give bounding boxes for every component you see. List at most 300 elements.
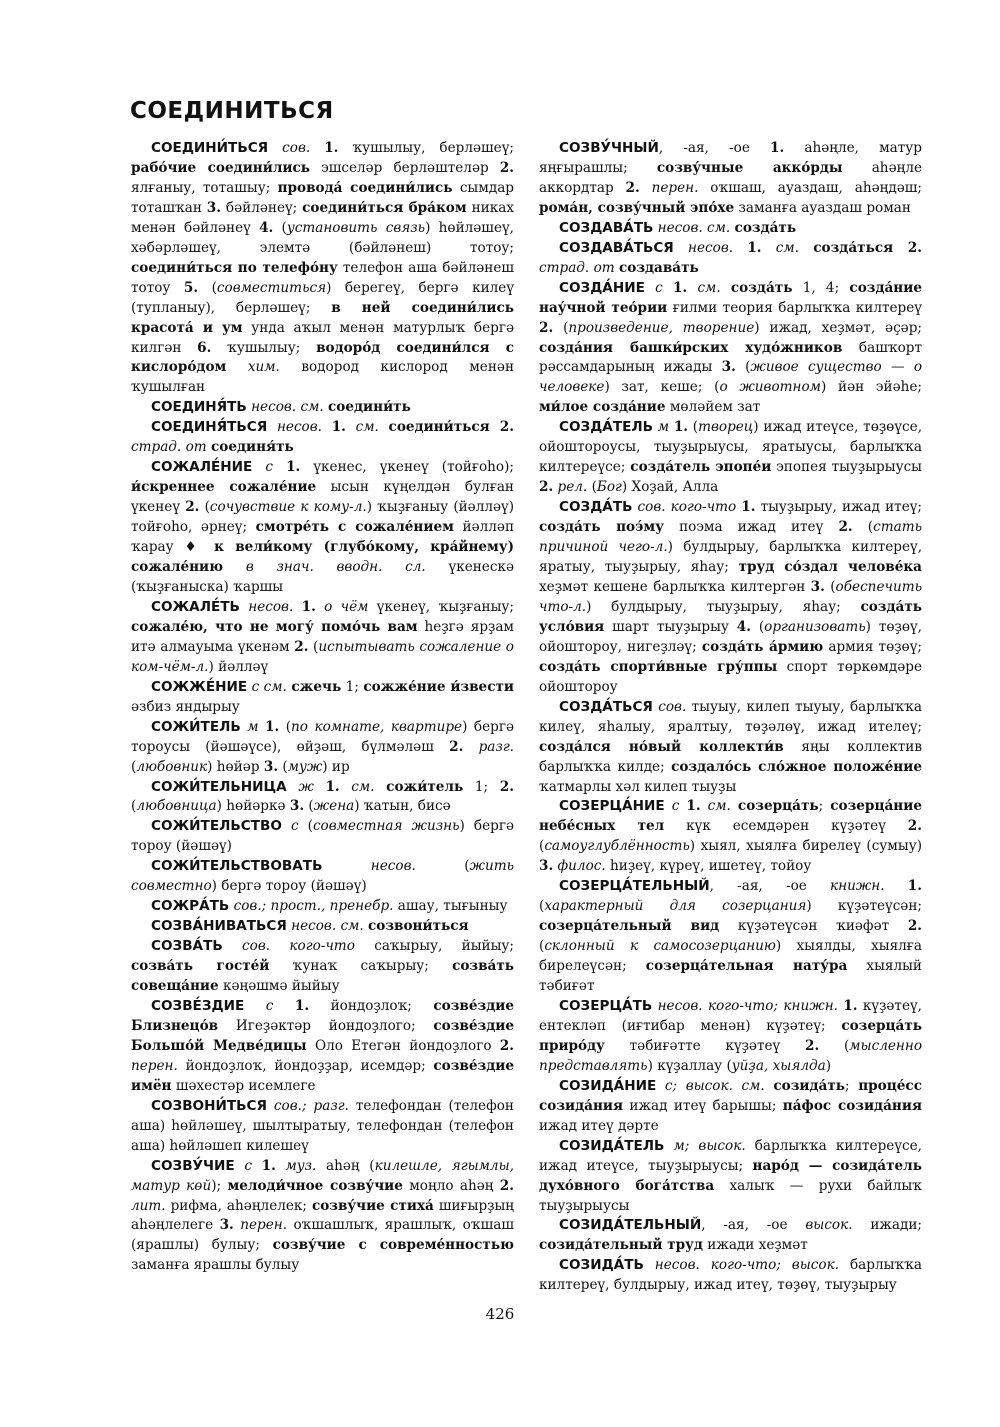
translation-text: ( [131,798,137,815]
translation-text: һиҙеү, күреү, ишетеү, тойоу [605,858,812,875]
translation-text: ( [553,319,569,336]
translation-text: ) [825,1057,832,1074]
headword: СОЗЕРЦА́ТЕЛЬНЫЙ [559,878,710,895]
grammar-label: несов. кого-что; книжн. [652,997,838,1014]
dictionary-entry [131,897,514,917]
translation-text: Игеҙәктәр йондоҙлого; [218,1017,434,1034]
translation-text: мөләйем зат [665,399,761,416]
translation-text: 1; [463,778,500,795]
bold-phrase: сожи́тель [386,778,464,795]
translation-text: рифма, аһәңлелек; [165,1197,312,1214]
grammar-label: совместиться [216,279,327,296]
bold-phrase: созда́ть спорти́вные гру́ппы [539,658,778,675]
grammar-label: сов. [268,140,325,156]
bold-phrase: соедини́ться по телефо́ну [131,259,338,276]
translation-text: армия төҙөү; [823,638,922,655]
dictionary-entry [539,797,922,877]
grammar-label: м; высок. [664,1137,746,1154]
grammar-label: несов. см. [286,918,368,935]
bold-phrase: созерца́ть [737,798,819,815]
bold-phrase: созва́ть совеща́ние [131,958,515,995]
translation-text: ( [308,638,319,655]
headword: СОЗИДА́ТЕЛЬНЫЙ [559,1217,702,1234]
headword: СОЗЕРЦА́ТЬ [559,997,653,1014]
headword: СОЗДАВА́ТЬ [559,219,654,236]
page-number: 426 [485,1305,515,1323]
bold-phrase: созида́тельный труд [539,1237,703,1254]
headword: СОЖИ́ТЕЛЬНИЦА [151,778,287,795]
dictionary-entry [539,139,922,219]
bold-phrase: созда́тель эпопе́и [630,459,772,476]
dictionary-entry [539,1216,922,1256]
dictionary-entry [131,997,514,1097]
translation-text: шарт тыуҙырыу [604,618,737,635]
bold-phrase: водоро́д соедини́лся с кислоро́дом [131,339,514,376]
grammar-label: характерный для созерцания [544,898,807,915]
translation-text: барлыҡҡа килтереү, булдырыу, ижад итеү, төҙөү, тыуҙырыу [539,1257,923,1294]
bold-phrase: созве́здие имён [131,1057,514,1094]
grammar-label: филос. [553,858,606,875]
grammar-label: хим. [226,359,280,376]
translation-text: ( [587,479,597,496]
bold-phrase: 1. [672,279,688,296]
grammar-label: уйҙа, хыялда [731,1057,826,1074]
translation-text: ) бергә тороу (йәшәү) [211,878,367,895]
translation-text: заманға ауаздаш роман [734,199,911,216]
translation-text: ) булдырыу, барлыҡҡа килтереү, яратыу, тыуҙырыу, яһау; [539,539,923,576]
bold-phrase: 1. [265,718,280,735]
translation-text [885,878,908,894]
translation-text: хыялый тәбиғәт [539,958,922,995]
translation-text: аһәң ( [316,1157,375,1174]
bold-phrase: 1. [843,997,858,1014]
bold-phrase: мелоди́чное созву́чие [227,1177,403,1194]
grammar-label: о чём [315,598,369,615]
bold-phrase: 3. [219,1217,234,1234]
grammar-label: несов. [673,239,748,256]
dictionary-entry [539,219,922,239]
grammar-label: несов. [267,419,332,436]
translation-text: ҡатмарлы хәл килеп тыуҙы [539,778,737,795]
dictionary-entry [539,418,922,498]
translation-text: шиғырҙың аһәңлелеге [131,1197,514,1234]
grammar-label: сов. кого-что [222,938,355,955]
translation-text: ) Хоҙай, Алла [621,479,719,496]
translation-text: ( [273,219,287,236]
bold-phrase: труд со́здал челове́ка [738,559,922,576]
bold-phrase: созда́ния башки́рских худо́жников [539,339,843,356]
grammar-label: жена [313,798,355,815]
bold-phrase: 2. [449,738,464,755]
headword: СОЖИ́ТЕЛЬСТВО [151,818,282,835]
translation-text: ) зат, кеше; ( [604,379,720,396]
grammar-label: рел. [553,479,588,496]
translation-text: ) күҙәтеүсән; [806,898,922,915]
dictionary-entry [131,917,514,937]
translation-text: ) ҡыҙғаныу (йәлләү) тойғоһо, әрнеү; [131,499,515,536]
bold-phrase: созда́ть [730,279,793,296]
bold-phrase: созда́лся но́вый коллекти́в [539,738,784,755]
bold-phrase: 1. [686,798,701,815]
dictionary-entry [131,817,514,857]
bold-phrase: созвони́ться [368,918,469,935]
translation-text: аһәңле, матур яңғырашлы; [539,140,922,176]
bold-phrase: 1. [770,140,785,156]
translation-text: ) хыялды, хыялға бирелеүсән; [539,938,922,975]
translation-text: ( [464,858,470,875]
bold-phrase: 2. [499,159,514,176]
grammar-label: с [252,459,287,476]
bold-phrase: 2. [185,499,200,516]
translation-text: ( [750,618,765,635]
translation-text: ) ижад итеүсе, төҙөүсе, ойоштороусы, тыуҙырыусы, яратыусы, барлыҡҡа килтереүсе; [539,419,923,476]
translation-text: саҡырыу, йыйыу; [354,938,514,955]
translation-text: ашау, тығыныу [393,898,508,915]
bold-phrase: в ней соедини́лись красота́ и ум [131,299,514,336]
translation-text: ( [735,359,751,376]
translation-text: эпопея тыуҙырыусы [771,459,922,476]
translation-text: күҙәтеү, ентекләп (иғтибар менән) күҙәтеү; [539,997,922,1034]
bold-phrase: 3. [810,578,825,595]
grammar-label: любовник [136,758,208,775]
headword: СОЗВУ́ЧИЕ [151,1157,235,1174]
bold-phrase: и́скреннее сожале́ние [131,479,317,496]
grammar-label: с [234,1157,262,1174]
bold-phrase: созве́здие Большо́й Медве́дицы [131,1017,514,1054]
headword: СОЗДА́ТЕЛЬ [559,419,654,436]
bold-phrase: созда́ть усло́вия [539,598,922,635]
translation-text: ; [818,798,831,815]
translation-text: ҡушылыу, берләшеү; [338,140,514,156]
headword: СОЕДИНЯ́ТЬ [151,399,247,416]
translation-text: үкенескә (ҡыҙғаныска) ҡаршы [131,559,514,595]
translation-text: моңло аһәң [402,1177,500,1194]
dictionary-entry [539,279,922,419]
translation-text: күҙәтеүсән ҡиәфәт [719,918,908,935]
translation-text: телефон аша бәйләнеш тотоу [131,259,515,296]
translation-text: ) һөйәр [207,758,264,775]
dictionary-entry [131,678,514,718]
running-head: СОЕДИНИТЬСЯ [130,98,334,124]
translation-text: халыҡ — рухи байлыҡ тыуҙырыусы [539,1177,922,1214]
dictionary-entry [131,937,514,997]
translation-text: ( [539,898,545,915]
bold-phrase: 4. [736,618,751,635]
bold-phrase: созда́ть поэ́му [539,519,664,536]
grammar-label: сов.; прост., пренебр. [229,898,394,915]
grammar-label: см. [687,279,731,296]
grammar-label: с [281,818,308,835]
translation-text: ижад итеү дәрте [539,1117,659,1134]
headword: СОЗВУ́ЧНЫЙ [559,140,659,156]
dictionary-entry [131,718,514,778]
dictionary-entry [539,1256,922,1296]
bold-phrase: провода́ соедини́лись [277,179,453,196]
headword: СОЖРА́ТЬ [151,898,230,915]
translation-text: ( [199,499,210,516]
grammar-label: книжн. [830,878,885,895]
bold-phrase: 1. [331,419,346,436]
translation-text: ) һөйләшеү, хәбәрләшеү, элемтә (бәйләнеш) тотоу; [131,219,514,256]
translation-text: оҡшаш, ауаздаш, аһәңдәш; [698,179,922,196]
bold-phrase: 3. [721,359,736,376]
headword: СОЕДИНИ́ТЬСЯ [151,140,269,156]
translation-text: никах менән бәйләнеү [131,199,514,236]
grammar-label: килешле, ягымлы, матур көй [131,1157,514,1194]
translation-text: ) берегеү, бергә килеү (тупланыу), берләшеү; [131,279,514,316]
translation-text: ); [211,1177,228,1194]
bold-phrase: созерца́ть приро́ду [539,1017,922,1054]
translation-text: ) йәлләү [208,658,269,675]
dictionary-entry [131,458,514,598]
grammar-label: ж [286,778,326,795]
bold-phrase: создава́ть [618,259,699,276]
translation-text: ) хыял, хыялға бирелеү (сумыу) [689,838,922,855]
translation-text: ( [198,279,217,296]
translation-text: ( [131,758,137,775]
bold-phrase: сожже́ние и́звести [363,678,514,695]
dictionary-entry [131,1157,514,1277]
grammar-label: сочувствие к кому-л. [209,499,367,516]
translation-text: ) ижад, хеҙмәт, әҫәр; [754,319,923,336]
bold-phrase: 2. [907,818,922,835]
grammar-label: испытывать сожаление о ком-чём-л. [131,638,514,675]
translation-text: ( [539,938,545,955]
bold-phrase: 2. [907,918,923,935]
right-column [539,139,922,1296]
dictionary-entry [539,1137,922,1217]
grammar-label: с [644,279,673,296]
grammar-label: сов.; разг. [266,1097,349,1114]
translation-text: ( [304,798,314,815]
bold-phrase: 1. [747,239,762,256]
bold-phrase: соедини́ть [327,399,411,416]
translation-text: шәхестәр исемлеге [171,1077,316,1094]
grammar-label: несов. кого-что; высок. [643,1257,840,1274]
translation-text: ( [539,838,545,855]
translation-text: ) бергә тороу (йәшәү) [131,818,514,855]
bold-phrase: па́фос созида́ния [782,1097,923,1114]
bold-phrase: 3. [206,199,221,216]
bold-phrase: проце́сс созида́ния [539,1077,922,1114]
grammar-label: см. [345,419,389,436]
translation-text: яңы коллектив барлыҡҡа килде; [539,738,922,775]
grammar-label: сов. кого-что [632,499,737,516]
bold-phrase: 2. [499,1177,514,1194]
bold-phrase: соедини́ться 2. [388,419,515,436]
bold-phrase: 1. [324,140,339,156]
bold-phrase: созву́чные акко́рды [656,159,843,176]
dictionary-entry [539,1077,922,1137]
translation-text: барлыҡҡа килтереүсе, ижад итеүсе, тыуҙырыусы; [539,1137,922,1174]
bold-phrase: 5. [183,279,199,296]
bold-phrase: созве́здие Близнецо́в [131,997,514,1034]
grammar-label: обеспечить что-л. [539,578,922,615]
bold-phrase: 2. [804,1037,820,1054]
bold-phrase: 6. [197,339,212,356]
grammar-label: жить совместно [131,858,514,895]
translation-text: тыуҙырыу, ижад итеү; [755,499,923,516]
headword: СОЗДА́ТЬ [559,499,633,516]
translation-text: ( [824,578,836,595]
grammar-label: м [240,718,266,735]
grammar-label: склонный к самосозерцанию [544,938,776,955]
bold-phrase: 3. [289,798,305,815]
grammar-label: с; высок. см. [656,1077,774,1094]
translation-text: , -ая, -ое [658,140,770,156]
grammar-label: произведение, творение [568,319,755,336]
bold-phrase: 3. [263,758,279,775]
bold-phrase: смотре́ть с сожале́нием [255,519,454,536]
grammar-label: перен. [639,179,699,196]
grammar-label: Бог [596,479,622,496]
translation-text: ҡушылыу; [211,339,317,356]
bold-phrase: 3. [539,858,554,875]
translation-text: , -ая, -ое [701,1217,806,1234]
translation-text: ( [688,419,699,436]
bold-phrase: сжечь [291,678,342,695]
bold-phrase: 1. [286,459,301,476]
bold-phrase: 1. [673,419,689,436]
grammar-label: страд. от [131,439,211,456]
dictionary-entry [539,698,922,798]
translation-text: ) бергә тороусы (йәшәүсе), өйҙәш, бүлмәләш [131,718,514,755]
translation-text: ) һөйәркә [216,798,290,815]
bold-phrase: соедини́ться бра́ком [302,199,467,216]
translation-text: эшселәр берләштеләр [309,159,500,176]
grammar-label: несов. [239,598,302,615]
grammar-label: по комнате, квартире [291,718,463,735]
grammar-label: стать причиной чего-л. [539,519,923,556]
translation-text: поэма ижад итеү [663,519,839,536]
translation-text: 1, 4; [792,279,850,296]
grammar-label: организовать [764,618,866,635]
grammar-label: совместная жизнь [312,818,460,835]
translation-text: ғилми теория барлыҡҡа килтереү [667,299,922,316]
translation-text: һеҙгә ярҙам итә алмауыма үкенәм [131,618,514,655]
translation-text: ижад итеү барышы; [623,1097,783,1114]
translation-text: хеҙмәт кешене барлыҡҡа килтергән [539,578,811,595]
translation-text: ( [307,818,313,835]
headword: СОЖИ́ТЕЛЬСТВОВАТЬ [151,858,323,875]
headword: СОЗДА́НИЕ [559,279,645,296]
grammar-label: в знач. вводн. сл. [223,559,426,576]
grammar-label: живое существо — о человеке [539,359,923,396]
headword: СОЕДИНЯ́ТЬСЯ [151,419,268,436]
translation-text: ) ир [322,758,350,775]
bold-phrase: рома́н, созву́чный эпо́хе [539,199,735,216]
dictionary-entry [131,418,514,458]
dictionary-entry [131,598,514,678]
grammar-label: любовница [136,798,217,815]
bold-phrase: 2. [539,319,554,336]
translation-text: водород кислород менән ҡушылған [131,359,515,396]
grammar-label: несов. см. [653,219,735,236]
grammar-label: перен. [233,1217,288,1234]
translation-text: ) ҡатын, бисә [354,798,451,815]
bold-phrase: созда́ть [734,219,797,236]
bold-phrase: создало́сь сло́жное положе́ние [671,758,922,775]
headword: СОЗДАВА́ТЬСЯ [559,239,674,256]
translation-text: күк есемдәрен күҙәтеү [664,818,908,835]
translation-text: әзбиз яндырыу [131,698,240,715]
translation-text: ) булдырыу, тыуҙырыу, яһау; [586,598,861,615]
grammar-label: лит. [131,1197,166,1214]
bold-phrase: ми́лое созда́ние [539,399,666,416]
headword: СОЗИДА́НИЕ [559,1077,657,1094]
bold-phrase: 1. [294,997,310,1014]
dictionary-entry [131,139,514,398]
translation-text: тыуыу, килеп тыуыу, барлыҡҡа килеү, яһалыу, яралтыу, төҙәлөү, ижад ителеү; [539,698,922,735]
bold-phrase: созву́чие с совреме́нностью [272,1237,514,1254]
translation-text: , -ая, -ое [709,878,831,895]
translation-text: заманға ярашлы булыу [131,1257,300,1274]
translation-text: ижади хеҙмәт [702,1237,808,1254]
dictionary-entry [131,1097,514,1157]
translation-text: йондоҙлоҡ, йондоҙҙар, исемдәр; [177,1057,434,1074]
bold-phrase: наро́д — созида́тель духо́вного бога́тства [539,1157,922,1194]
dictionary-entry [131,857,514,897]
translation-text: ( [279,718,292,735]
bold-phrase: созида́ть [773,1077,845,1094]
grammar-label: о животном [719,379,821,396]
headword: СОЗДА́ТЬСЯ [559,698,653,715]
translation-text: ижади; [852,1217,922,1234]
translation-text: кәңәшмә йыйыу [218,978,340,995]
headword: СОЖЖЕ́НИЕ [151,678,248,695]
bold-phrase: созда́ние нау́чной тео́рии [539,279,922,316]
headword: СОЖИ́ТЕЛЬ [151,718,241,735]
grammar-label: с см. [247,678,292,695]
bold-phrase: 1. [301,598,316,615]
bold-phrase: созерца́ние небе́сных тел [539,798,922,835]
translation-text: үкенеү, ҡыҙғаныу; [368,598,514,615]
translation-text: Оло Етегән йондоҙлого [306,1037,500,1054]
headword: СОЖАЛЕ́ТЬ [151,598,240,615]
headword: СОЖАЛЕ́НИЕ [151,459,253,476]
headword: СОЗВА́ТЬ [151,938,223,955]
headword: СОЗЕРЦА́НИЕ [559,798,665,815]
translation-text: башҡорт рәссамдарының ижады [539,339,922,376]
dictionary-entry [131,398,514,418]
bold-phrase: созда́ться 2. [813,239,923,256]
translation-text: спорт төркөмдәре ойоштороу [539,658,922,695]
grammar-label: м [653,419,674,436]
grammar-label: муж [287,758,323,775]
translation-text: сымдар тоташҡан [131,179,514,216]
grammar-label: установить связь [286,219,426,236]
headword: СОЗИДА́ТЬ [559,1257,644,1274]
translation-text: йәлләп ҡарау ♦ [131,519,514,556]
translation-text: ысын күңелдән булған үкенеү [131,479,514,516]
grammar-label: разг. [463,738,515,755]
translation-text: ) төҙөү, ойоштороу, нигеҙләү; [539,618,923,655]
bold-phrase: созва́ть госте́й [131,958,270,975]
grammar-label: сов. [652,698,687,715]
grammar-label: несов. [322,858,465,875]
bold-phrase: сожале́ю, что не могу́ помо́чь вам [131,618,418,635]
translation-text: ҡунаҡ саҡырыу; [269,958,453,975]
bold-phrase: 2. [838,519,853,536]
translation-text: йондоҙлоҡ; [309,997,434,1014]
grammar-label: несов. см. [246,399,328,416]
translation-text: аһәңле аккордтар [539,159,923,196]
left-column [131,139,514,1276]
bold-phrase: 2. [499,778,514,795]
dictionary-entry [131,778,514,818]
bold-phrase: 2. [625,179,640,196]
translation-text: тәбиғәтте күҙәтеү [604,1037,805,1054]
